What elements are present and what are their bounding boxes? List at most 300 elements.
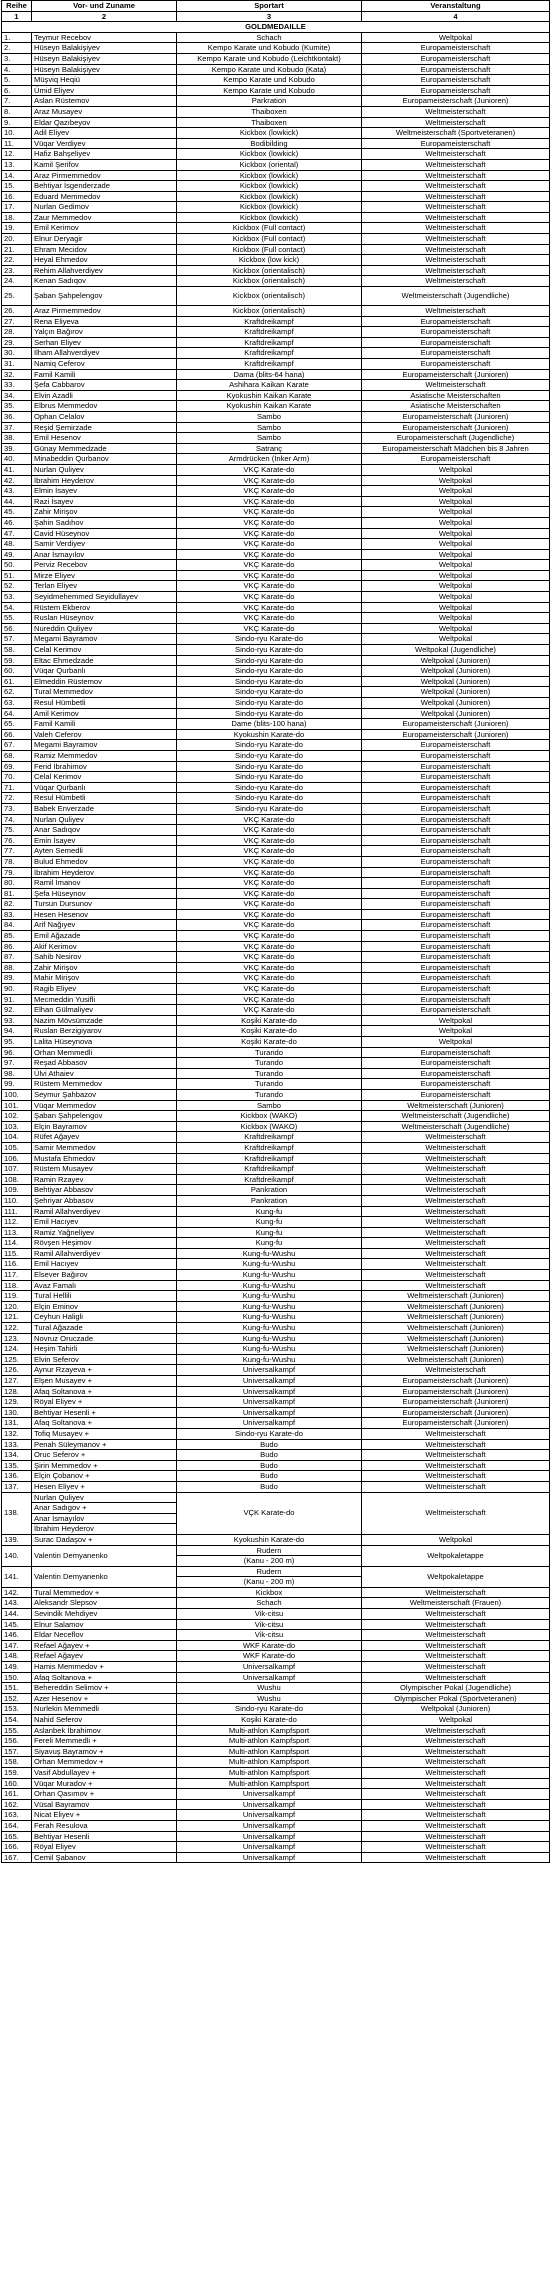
table-row	[2, 422, 550, 433]
table-row	[2, 1609, 550, 1620]
row-number: 36.	[2, 411, 32, 422]
athlete-name: Ferah Resulova	[32, 1820, 177, 1831]
athlete-name: Valentin Demyanenko	[32, 1545, 177, 1566]
athlete-name: Aleksandr Slepsov	[32, 1598, 177, 1609]
event: Weltmeisterschaft	[362, 191, 550, 202]
event: Europameisterschaft	[362, 750, 550, 761]
table-row	[2, 539, 550, 550]
sport: Universalkampf	[177, 1407, 362, 1418]
athlete-name: Vüsal Bayramov	[32, 1799, 177, 1810]
athlete-name: Hüseyn Balakişiyev	[32, 53, 177, 64]
sport: Universalkampf	[177, 1799, 362, 1810]
event: Europameisterschaft (Junioren)	[362, 719, 550, 730]
sport: VKÇ Karate-do	[177, 528, 362, 539]
row-number: 143.	[2, 1598, 32, 1609]
athlete-name: Elsever Bağırov	[32, 1270, 177, 1281]
event: Europameisterschaft	[362, 316, 550, 327]
row-number: 38.	[2, 433, 32, 444]
event: Weltmeisterschaft	[362, 212, 550, 223]
event: Europameisterschaft	[362, 348, 550, 359]
row-number: 44.	[2, 496, 32, 507]
athlete-name: Akif Kerimov	[32, 941, 177, 952]
event: Weltpokal	[362, 634, 550, 645]
row-number: 85.	[2, 931, 32, 942]
athlete-name: Tural Hellili	[32, 1291, 177, 1302]
row-number: 82.	[2, 899, 32, 910]
event: Weltmeisterschaft	[362, 1757, 550, 1768]
row-number: 57.	[2, 634, 32, 645]
athlete-name: Tural Memmedov +	[32, 1587, 177, 1598]
sport: Pankration	[177, 1185, 362, 1196]
event: Weltmeisterschaft (Junioren)	[362, 1291, 550, 1302]
row-number: 144.	[2, 1609, 32, 1620]
row-number: 139.	[2, 1534, 32, 1545]
sport: Sambo	[177, 433, 362, 444]
table-row	[2, 202, 550, 213]
table-row	[2, 1428, 550, 1439]
sport: Universalkampf	[177, 1672, 362, 1683]
event: Weltmeisterschaft	[362, 117, 550, 128]
table-row	[2, 1598, 550, 1609]
event: Europameisterschaft	[362, 337, 550, 348]
table-row	[2, 1852, 550, 1863]
header-num-4: 4	[362, 11, 550, 22]
event: Europameisterschaft	[362, 814, 550, 825]
athlete-name: Ceyhun Haligli	[32, 1312, 177, 1323]
athlete-name: Ragib Eliyev	[32, 984, 177, 995]
sport: VKÇ Karate-do	[177, 867, 362, 878]
sport: Thaiboxen	[177, 117, 362, 128]
table-row	[2, 1376, 550, 1387]
table-row	[2, 1291, 550, 1302]
row-number: 131.	[2, 1418, 32, 1429]
table-row	[2, 1185, 550, 1196]
table-row	[2, 53, 550, 64]
table-row	[2, 1312, 550, 1323]
table-row	[2, 1587, 550, 1598]
sport: VKÇ Karate-do	[177, 878, 362, 889]
header-num-1: 1	[2, 11, 32, 22]
row-number: 62.	[2, 687, 32, 698]
athlete-name: Tursun Dursunov	[32, 899, 177, 910]
athlete-name: Elvin Azadli	[32, 390, 177, 401]
event: Weltpokal (Junioren)	[362, 676, 550, 687]
event: Olympischer Pokal (Jugendliche)	[362, 1683, 550, 1694]
row-number: 90.	[2, 984, 32, 995]
sport: Kickbox (lowkick)	[177, 170, 362, 181]
sport: VKÇ Karate-do	[177, 517, 362, 528]
athlete-name: Bulud Ehmedov	[32, 856, 177, 867]
athlete-name: Eldar Qazıbeyov	[32, 117, 177, 128]
event: Weltmeisterschaft	[362, 265, 550, 276]
table-row	[2, 719, 550, 730]
sport: Sindo-ryu Karate-do	[177, 655, 362, 666]
table-row	[2, 655, 550, 666]
table-row	[2, 698, 550, 709]
athlete-name: Zaur Memmedov	[32, 212, 177, 223]
athlete-name: Anar İsmayılov	[32, 549, 177, 560]
table-row	[2, 1248, 550, 1259]
header-sport: Sportart	[177, 1, 362, 12]
athlete-name: Ramiz Memmedov	[32, 750, 177, 761]
event: Weltmeisterschaft	[362, 1799, 550, 1810]
table-row	[2, 1746, 550, 1757]
athlete-name: Vasif Abdullayev +	[32, 1767, 177, 1778]
event: Weltmeisterschaft (Junioren)	[362, 1344, 550, 1355]
table-row	[2, 592, 550, 603]
event: Weltmeisterschaft	[362, 1651, 550, 1662]
event: Weltmeisterschaft	[362, 1767, 550, 1778]
row-number: 160.	[2, 1778, 32, 1789]
table-row	[2, 1450, 550, 1461]
table-row	[2, 1397, 550, 1408]
sport: Sindo-ryu Karate-do	[177, 1704, 362, 1715]
event: Weltmeisterschaft	[362, 1217, 550, 1228]
sport: Schach	[177, 32, 362, 43]
row-number: 59.	[2, 655, 32, 666]
table-row	[2, 1693, 550, 1704]
event: Weltmeisterschaft	[362, 1778, 550, 1789]
table-row	[2, 825, 550, 836]
sport: Kraftdreikampf	[177, 1174, 362, 1185]
sport: Kung-fu-Wushu	[177, 1291, 362, 1302]
athlete-name: Arif Nağıyev	[32, 920, 177, 931]
row-number: 20.	[2, 234, 32, 245]
row-number: 56.	[2, 623, 32, 634]
row-number: 151.	[2, 1683, 32, 1694]
athlete-name: Resul Hümbetli	[32, 698, 177, 709]
sport: VKÇ Karate-do	[177, 984, 362, 995]
athlete-name: Sevindik Mehdiyev	[32, 1609, 177, 1620]
table-row	[2, 212, 550, 223]
row-number: 14.	[2, 170, 32, 181]
table-row	[2, 1672, 550, 1683]
table-row	[2, 223, 550, 234]
sport: Kickbox (lowkick)	[177, 128, 362, 139]
sport: VKÇ Karate-do	[177, 496, 362, 507]
event: Weltpokal	[362, 1026, 550, 1037]
event: Weltmeisterschaft	[362, 244, 550, 255]
row-number: 42.	[2, 475, 32, 486]
athlete-name: Ruslan Hüseynov	[32, 613, 177, 624]
row-number: 18.	[2, 212, 32, 223]
athlete-name: Nurlan Quliyev	[32, 464, 177, 475]
athlete-name: Elçin Bayramov	[32, 1121, 177, 1132]
row-number: 123.	[2, 1333, 32, 1344]
sport: Sindo-ryu Karate-do	[177, 772, 362, 783]
row-number: 165.	[2, 1831, 32, 1842]
sport: Kung-fu-Wushu	[177, 1333, 362, 1344]
row-number: 11.	[2, 138, 32, 149]
table-row	[2, 1111, 550, 1122]
event: Weltpokal	[362, 560, 550, 571]
table-row	[2, 931, 550, 942]
athlete-name: İbrahim Heyderov	[32, 867, 177, 878]
sport: Universalkampf	[177, 1852, 362, 1863]
table-row	[2, 899, 550, 910]
row-number: 9.	[2, 117, 32, 128]
athlete-name: Hesen Hesenov	[32, 909, 177, 920]
athlete-name: Vüqar Memmedov	[32, 1100, 177, 1111]
table-row	[2, 1206, 550, 1217]
table-row	[2, 1354, 550, 1365]
event: Weltmeisterschaft	[362, 1142, 550, 1153]
sport: VKÇ Karate-do	[177, 941, 362, 952]
table-row	[2, 973, 550, 984]
table-row	[2, 1068, 550, 1079]
event: Weltmeisterschaft	[362, 1587, 550, 1598]
athlete-name: Behtiyar İsgenderzade	[32, 181, 177, 192]
athlete-name: Celal Kerimov	[32, 772, 177, 783]
table-row	[2, 581, 550, 592]
athlete-name: Emil Hacıyev	[32, 1217, 177, 1228]
table-row	[2, 666, 550, 677]
event: Weltmeisterschaft	[362, 1174, 550, 1185]
table-row	[2, 1037, 550, 1048]
event: Europameisterschaft (Junioren)	[362, 1397, 550, 1408]
table-row	[2, 496, 550, 507]
sport: VKÇ Karate-do	[177, 507, 362, 518]
table-row	[2, 1704, 550, 1715]
event: Asiatische Meisterschaften	[362, 390, 550, 401]
athlete-name: Afaq Soltanova +	[32, 1672, 177, 1683]
event: Weltmeisterschaft	[362, 1810, 550, 1821]
athlete-name: Hüseyn Balakişiyev	[32, 43, 177, 54]
row-number: 118.	[2, 1280, 32, 1291]
event: Weltmeisterschaft	[362, 1450, 550, 1461]
athlete-name: Namiq Ceferov	[32, 359, 177, 370]
row-number: 166.	[2, 1842, 32, 1853]
event: Europameisterschaft	[362, 994, 550, 1005]
row-number: 94.	[2, 1026, 32, 1037]
sport: Kempo Karate und Kobudo (Leichtkontakt)	[177, 53, 362, 64]
sport: Kraftdreikampf	[177, 337, 362, 348]
event: Weltmeisterschaft	[362, 1227, 550, 1238]
row-number: 100.	[2, 1089, 32, 1100]
event: Weltpokal	[362, 464, 550, 475]
sport: Rudern	[177, 1545, 362, 1556]
row-number: 152.	[2, 1693, 32, 1704]
event: Weltmeisterschaft	[362, 159, 550, 170]
table-row	[2, 1280, 550, 1291]
event: Europameisterschaft	[362, 1079, 550, 1090]
athlete-name: Hamis Memmedov +	[32, 1662, 177, 1673]
athlete-name: Valeh Ceferov	[32, 729, 177, 740]
event: Weltmeisterschaft	[362, 1725, 550, 1736]
sport: Kickbox (low kick)	[177, 255, 362, 266]
sport: Koşiki Karate-do	[177, 1037, 362, 1048]
athlete-name: Aslan Rüstemov	[32, 96, 177, 107]
table-row	[2, 1386, 550, 1397]
athlete-name: Tural Ağazade	[32, 1323, 177, 1334]
athlete-name: Ramiz Yağneliyev	[32, 1227, 177, 1238]
event: Weltpokal (Junioren)	[362, 698, 550, 709]
sport: Sindo-ryu Karate-do	[177, 750, 362, 761]
athlete-name: Elnur Deryagir	[32, 234, 177, 245]
table-row	[2, 623, 550, 634]
table-row	[2, 1005, 550, 1016]
athlete-name: Seyidmehemmed Seyidullayev	[32, 592, 177, 603]
sport: Multi-athlon Kampfsport	[177, 1767, 362, 1778]
athlete-name: Lalita Hüseynova	[32, 1037, 177, 1048]
sport: Sindo-ryu Karate-do	[177, 740, 362, 751]
table-row	[2, 1715, 550, 1726]
row-number: 103.	[2, 1121, 32, 1132]
row-number: 2.	[2, 43, 32, 54]
event: Europameisterschaft	[362, 1058, 550, 1069]
athlete-name: Müşviq Heqiü	[32, 75, 177, 86]
row-number: 69.	[2, 761, 32, 772]
athlete-name: Orhan Memmedov +	[32, 1757, 177, 1768]
row-number: 66.	[2, 729, 32, 740]
event: Europameisterschaft (Junioren)	[362, 96, 550, 107]
table-row	[2, 433, 550, 444]
athlete-name: Behtiyar Hesenli	[32, 1831, 177, 1842]
athlete-name: Rena Eliyeva	[32, 316, 177, 327]
athlete-name: Reşid Şemirzade	[32, 422, 177, 433]
table-row	[2, 803, 550, 814]
row-number: 35.	[2, 401, 32, 412]
sport: Kyokushin Karate-do	[177, 729, 362, 740]
event: Weltmeisterschaft	[362, 1195, 550, 1206]
sport: Kickbox (orientalisch)	[177, 306, 362, 317]
sport: Kickbox (lowkick)	[177, 212, 362, 223]
row-number: 80.	[2, 878, 32, 889]
row-number: 55.	[2, 613, 32, 624]
event: Europameisterschaft	[362, 64, 550, 75]
sport: Kickbox	[177, 1587, 362, 1598]
table-row	[2, 138, 550, 149]
table-row	[2, 740, 550, 751]
sport: VKÇ Karate-do	[177, 973, 362, 984]
row-number: 76.	[2, 835, 32, 846]
athlete-name: Ferid İbrahimov	[32, 761, 177, 772]
sport: Turando	[177, 1047, 362, 1058]
row-number: 167.	[2, 1852, 32, 1863]
row-number: 113.	[2, 1227, 32, 1238]
table-row	[2, 390, 550, 401]
athlete-name: Kamil Şerifov	[32, 159, 177, 170]
athlete-name: Mahir Mirişov	[32, 973, 177, 984]
row-number: 126.	[2, 1365, 32, 1376]
athlete-name: Yalçın Bağırov	[32, 327, 177, 338]
row-number: 104.	[2, 1132, 32, 1143]
event: Europameisterschaft	[362, 1047, 550, 1058]
table-row	[2, 1778, 550, 1789]
row-number: 52.	[2, 581, 32, 592]
sport: Universalkampf	[177, 1820, 362, 1831]
row-number: 51.	[2, 570, 32, 581]
row-number: 140.	[2, 1545, 32, 1566]
sport: Kyokushin Kaikan Karate	[177, 390, 362, 401]
row-number: 107.	[2, 1164, 32, 1175]
event: Weltmeisterschaft	[362, 1185, 550, 1196]
table-row	[2, 464, 550, 475]
row-number: 78.	[2, 856, 32, 867]
table-row	[2, 962, 550, 973]
event: Europameisterschaft	[362, 899, 550, 910]
table-row	[2, 1789, 550, 1800]
event: Weltmeisterschaft (Junioren)	[362, 1323, 550, 1334]
sport: Vik-citsu	[177, 1619, 362, 1630]
sport: Turando	[177, 1068, 362, 1079]
sport: VKÇ Karate-do	[177, 602, 362, 613]
table-row	[2, 1153, 550, 1164]
table-row	[2, 1619, 550, 1630]
athlete-name: Araz Musayev	[32, 106, 177, 117]
table-row	[2, 1174, 550, 1185]
table-row	[2, 1820, 550, 1831]
event: Europameisterschaft (Jugendliche)	[362, 433, 550, 444]
athlete-name: Elçin Çobanov +	[32, 1471, 177, 1482]
row-number: 155.	[2, 1725, 32, 1736]
athlete-name: Tural Memmedov	[32, 687, 177, 698]
athlete-name: İlham Allahverdiyev	[32, 348, 177, 359]
row-number: 5.	[2, 75, 32, 86]
sport: VKÇ Karate-do	[177, 623, 362, 634]
sport: Dame (blits-100 hana)	[177, 719, 362, 730]
table-row	[2, 1344, 550, 1355]
event: Europameisterschaft	[362, 878, 550, 889]
event: Europameisterschaft	[362, 359, 550, 370]
athlete-name: Megami Bayramov	[32, 634, 177, 645]
athlete-name: Eldar Neceflov	[32, 1630, 177, 1641]
event: Weltpokal	[362, 528, 550, 539]
athlete-name: Elmin İsayev	[32, 486, 177, 497]
sport: VKÇ Karate-do	[177, 846, 362, 857]
sport: Kung-fu-Wushu	[177, 1312, 362, 1323]
table-row	[2, 1238, 550, 1249]
table-row	[2, 761, 550, 772]
table-row	[2, 676, 550, 687]
athlete-name: Heyal Ehmedov	[32, 255, 177, 266]
table-row	[2, 1047, 550, 1058]
sport: WKF Karate-do	[177, 1651, 362, 1662]
table-row	[2, 265, 550, 276]
athlete-name: İbrahim Heyderov	[32, 475, 177, 486]
event: Europameisterschaft (Junioren)	[362, 411, 550, 422]
athlete-name: Vüqar Qurbanlı	[32, 782, 177, 793]
athlete-name: Behereddin Selimov +	[32, 1683, 177, 1694]
row-number: 89.	[2, 973, 32, 984]
event: Europameisterschaft	[362, 53, 550, 64]
row-number: 74.	[2, 814, 32, 825]
sport: Multi-athlon Kampfsport	[177, 1778, 362, 1789]
athlete-name: Valentin Demyanenko	[32, 1566, 177, 1587]
event: Weltmeisterschaft	[362, 1746, 550, 1757]
event: Weltmeisterschaft	[362, 1153, 550, 1164]
row-number: 63.	[2, 698, 32, 709]
table-row	[2, 1227, 550, 1238]
athlete-name: Teymur Recebov	[32, 32, 177, 43]
event: Europameisterschaft	[362, 1089, 550, 1100]
event: Weltpokal (Junioren)	[362, 655, 550, 666]
sport: Kung-fu-Wushu	[177, 1354, 362, 1365]
athlete-name: Nurlan Quliyev	[32, 1492, 177, 1503]
sport: Kung-fu	[177, 1206, 362, 1217]
table-row	[2, 43, 550, 54]
athlete-name: Heşim Tahirli	[32, 1344, 177, 1355]
sport: Sindo-ryu Karate-do	[177, 708, 362, 719]
athlete-name: Megami Bayramov	[32, 740, 177, 751]
table-row	[2, 1026, 550, 1037]
row-number: 46.	[2, 517, 32, 528]
sport: Kraftdreikampf	[177, 327, 362, 338]
athlete-name: Hesen Eliyev +	[32, 1481, 177, 1492]
row-number: 53.	[2, 592, 32, 603]
event: Weltmeisterschaft	[362, 276, 550, 287]
table-row	[2, 528, 550, 539]
